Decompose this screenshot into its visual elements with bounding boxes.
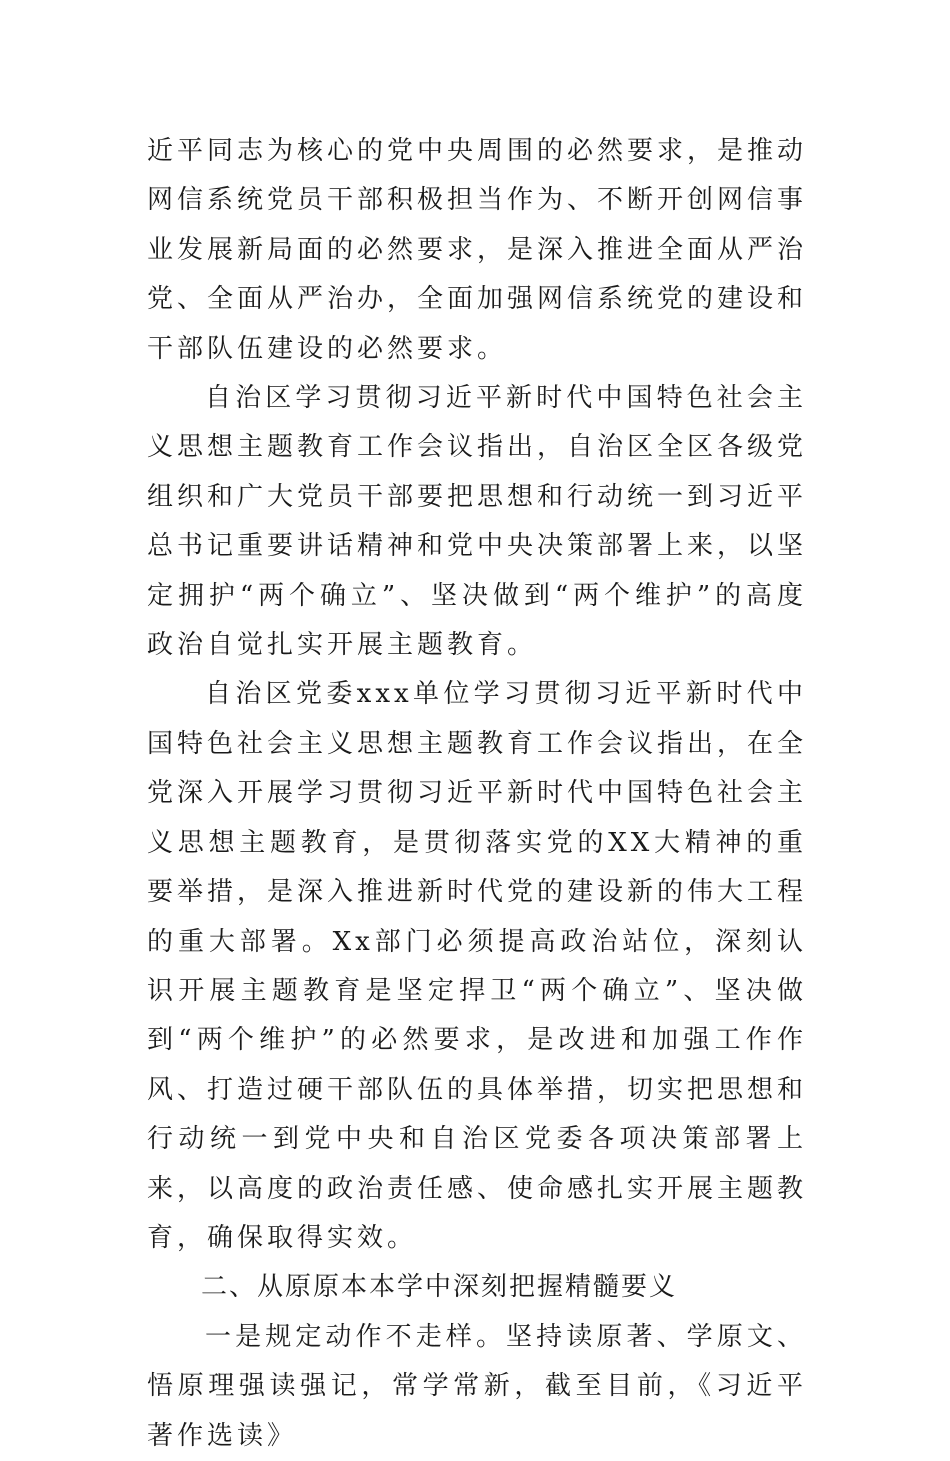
section-heading: 二、从原原本本学中深刻把握精髓要义: [201, 1272, 678, 1303]
document-body: [147, 127, 807, 1461]
paragraph-regional-meeting: 自治区学习贯彻习近平新时代中国特色社会主义思想主题教育工作会议指出，自治区全区各级党组织和广大党员干部要把思想和行动统一到习近平总书记重要讲话精神和党中央决策部署上来，以坚定拥护“两个确立”、坚决做到“两个维护”的高度政治自觉扎实开展主题教育。: [147, 383, 808, 661]
paragraph-unit-meeting: 自治区党委xxx单位学习贯彻习近平新时代中国特色社会主义思想主题教育工作会议指出，在全党深入开展学习贯彻习近平新时代中国特色社会主义思想主题教育，是贯彻落实党的XX大精神的重要举措，是深入推进新时代党的建设新的伟大工程的重大部署。Xx部门必须提高政治站位，深刻认识开展主题教育是坚定捍卫“两个确立”、坚决做到“两个维护”的必然要求，是改进和加强工作作风、打造过硬干部队伍的具体举措，切实把思想和行动统一到党中央和自治区党委各项决策部署上来，以高度的政治责任感、使命感扎实开展主题教育，确保取得实效。: [147, 679, 808, 1253]
paragraph-study-actions: 一是规定动作不走样。坚持读原著、学原文、悟原理强读强记，常学常新，截至目前，《习近平著作选读》: [147, 1321, 807, 1451]
paragraph-continuation: 近平同志为核心的党中央周围的必然要求，是推动网信系统党员干部积极担当作为、不断开创网信事业发展新局面的必然要求，是深入推进全面从严治党、全面从严治办，全面加强网信系统党的建设和干部队伍建设的必然要求。: [147, 136, 808, 364]
